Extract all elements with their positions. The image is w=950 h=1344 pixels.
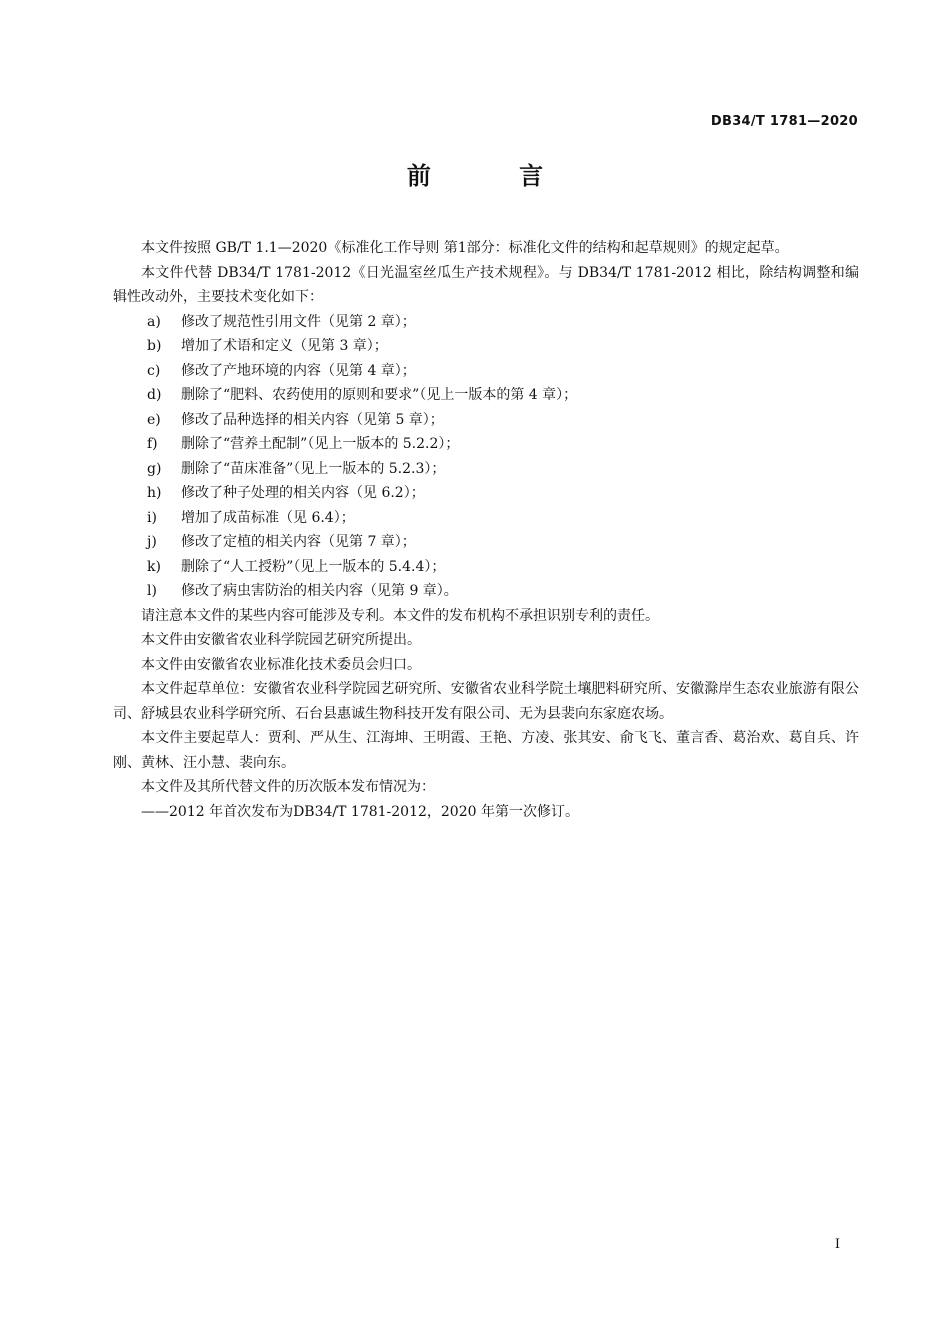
changes-list (113, 310, 859, 604)
list-item (113, 310, 859, 335)
list-item (113, 555, 859, 580)
list-item-text: 修改了规范性引用文件（见第 2 章）； (181, 313, 416, 330)
paragraph-replacement: 本文件代替 DB34/T 1781-2012《日光温室丝瓜生产技术规程》。与 DB34/T 1781-2012 相比，除结构调整和编辑性改动外，主要技术变化如下： (113, 264, 859, 305)
list-marker: g) (147, 460, 162, 477)
document-code: DB34/T 1781—2020 (710, 114, 858, 129)
list-marker: d) (147, 387, 162, 403)
list-item-text: 删除了“苗床准备”（见上一版本的 5.2.3）； (181, 460, 446, 477)
list-marker: l) (147, 583, 157, 599)
list-item (113, 408, 859, 433)
list-item (113, 383, 859, 408)
list-marker: f) (147, 436, 158, 452)
paragraph-drafting-basis: 本文件按照 GB/T 1.1—2020《标准化工作导则 第1部分：标准化文件的结构和起草规则》的规定起草。 (141, 240, 789, 256)
list-item (113, 481, 859, 506)
list-item (113, 579, 859, 604)
list-marker: e) (147, 411, 161, 428)
list-item-text: 删除了“营养土配制”（见上一版本的 5.2.2）； (181, 436, 460, 452)
list-marker: b) (147, 338, 162, 354)
paragraph-proposer: 本文件由安徽省农业科学院园艺研究所提出。 (141, 632, 421, 648)
list-item (113, 432, 859, 457)
list-marker: h) (147, 485, 162, 501)
list-item-text: 修改了病虫害防治的相关内容（见第 9 章）。 (181, 583, 458, 599)
paragraph-drafters: 本文件主要起草人：贾利、严从生、江海坤、王明霞、王艳、方凌、张其安、俞飞飞、董言香、葛治欢、葛自兵、许刚、黄林、汪小慧、裴向东。 (113, 730, 859, 771)
list-marker: k) (147, 558, 161, 575)
list-item-text: 增加了成苗标准（见 6.4）； (181, 509, 355, 526)
page-number: I (834, 1237, 840, 1252)
list-item (113, 457, 859, 482)
paragraph-drafting-units: 本文件起草单位：安徽省农业科学院园艺研究所、安徽省农业科学院土壤肥料研究所、安徽滁岸生态农业旅游有限公司、舒城县农业科学研究所、石台县惠诚生物科技开发有限公司、无为县裴向东家庭农场。 (113, 681, 859, 722)
list-item-text: 修改了产地环境的内容（见第 4 章）； (181, 362, 416, 379)
list-item-text: 删除了“肥料、农药使用的原则和要求”（见上一版本的第 4 章）； (181, 387, 578, 403)
list-marker: a) (147, 313, 161, 330)
list-item-text: 增加了术语和定义（见第 3 章）； (181, 338, 388, 354)
list-item-text: 删除了“人工授粉”（见上一版本的 5.4.4）； (181, 558, 446, 575)
list-marker: j) (147, 534, 157, 550)
list-item (113, 530, 859, 555)
page-title: 前 言 (406, 162, 584, 190)
paragraph-patent-notice: 请注意本文件的某些内容可能涉及专利。本文件的发布机构不承担识别专利的责任。 (141, 607, 659, 624)
list-marker: i) (147, 509, 157, 526)
paragraph-version-history-intro: 本文件及其所代替文件的历次版本发布情况为： (141, 779, 435, 795)
paragraph-committee: 本文件由安徽省农业标准化技术委员会归口。 (141, 656, 421, 673)
list-item (113, 334, 859, 359)
list-item-text: 修改了定植的相关内容（见第 7 章）； (181, 534, 416, 550)
list-item (113, 506, 859, 531)
list-marker: c) (147, 362, 161, 379)
paragraph-version-history: ——2012 年首次发布为DB34/T 1781-2012，2020 年第一次修订。 (141, 803, 579, 820)
list-item (113, 359, 859, 384)
foreword-body (113, 236, 859, 824)
list-item-text: 修改了种子处理的相关内容（见 6.2）； (181, 485, 425, 501)
list-item-text: 修改了品种选择的相关内容（见第 5 章）； (181, 411, 444, 428)
